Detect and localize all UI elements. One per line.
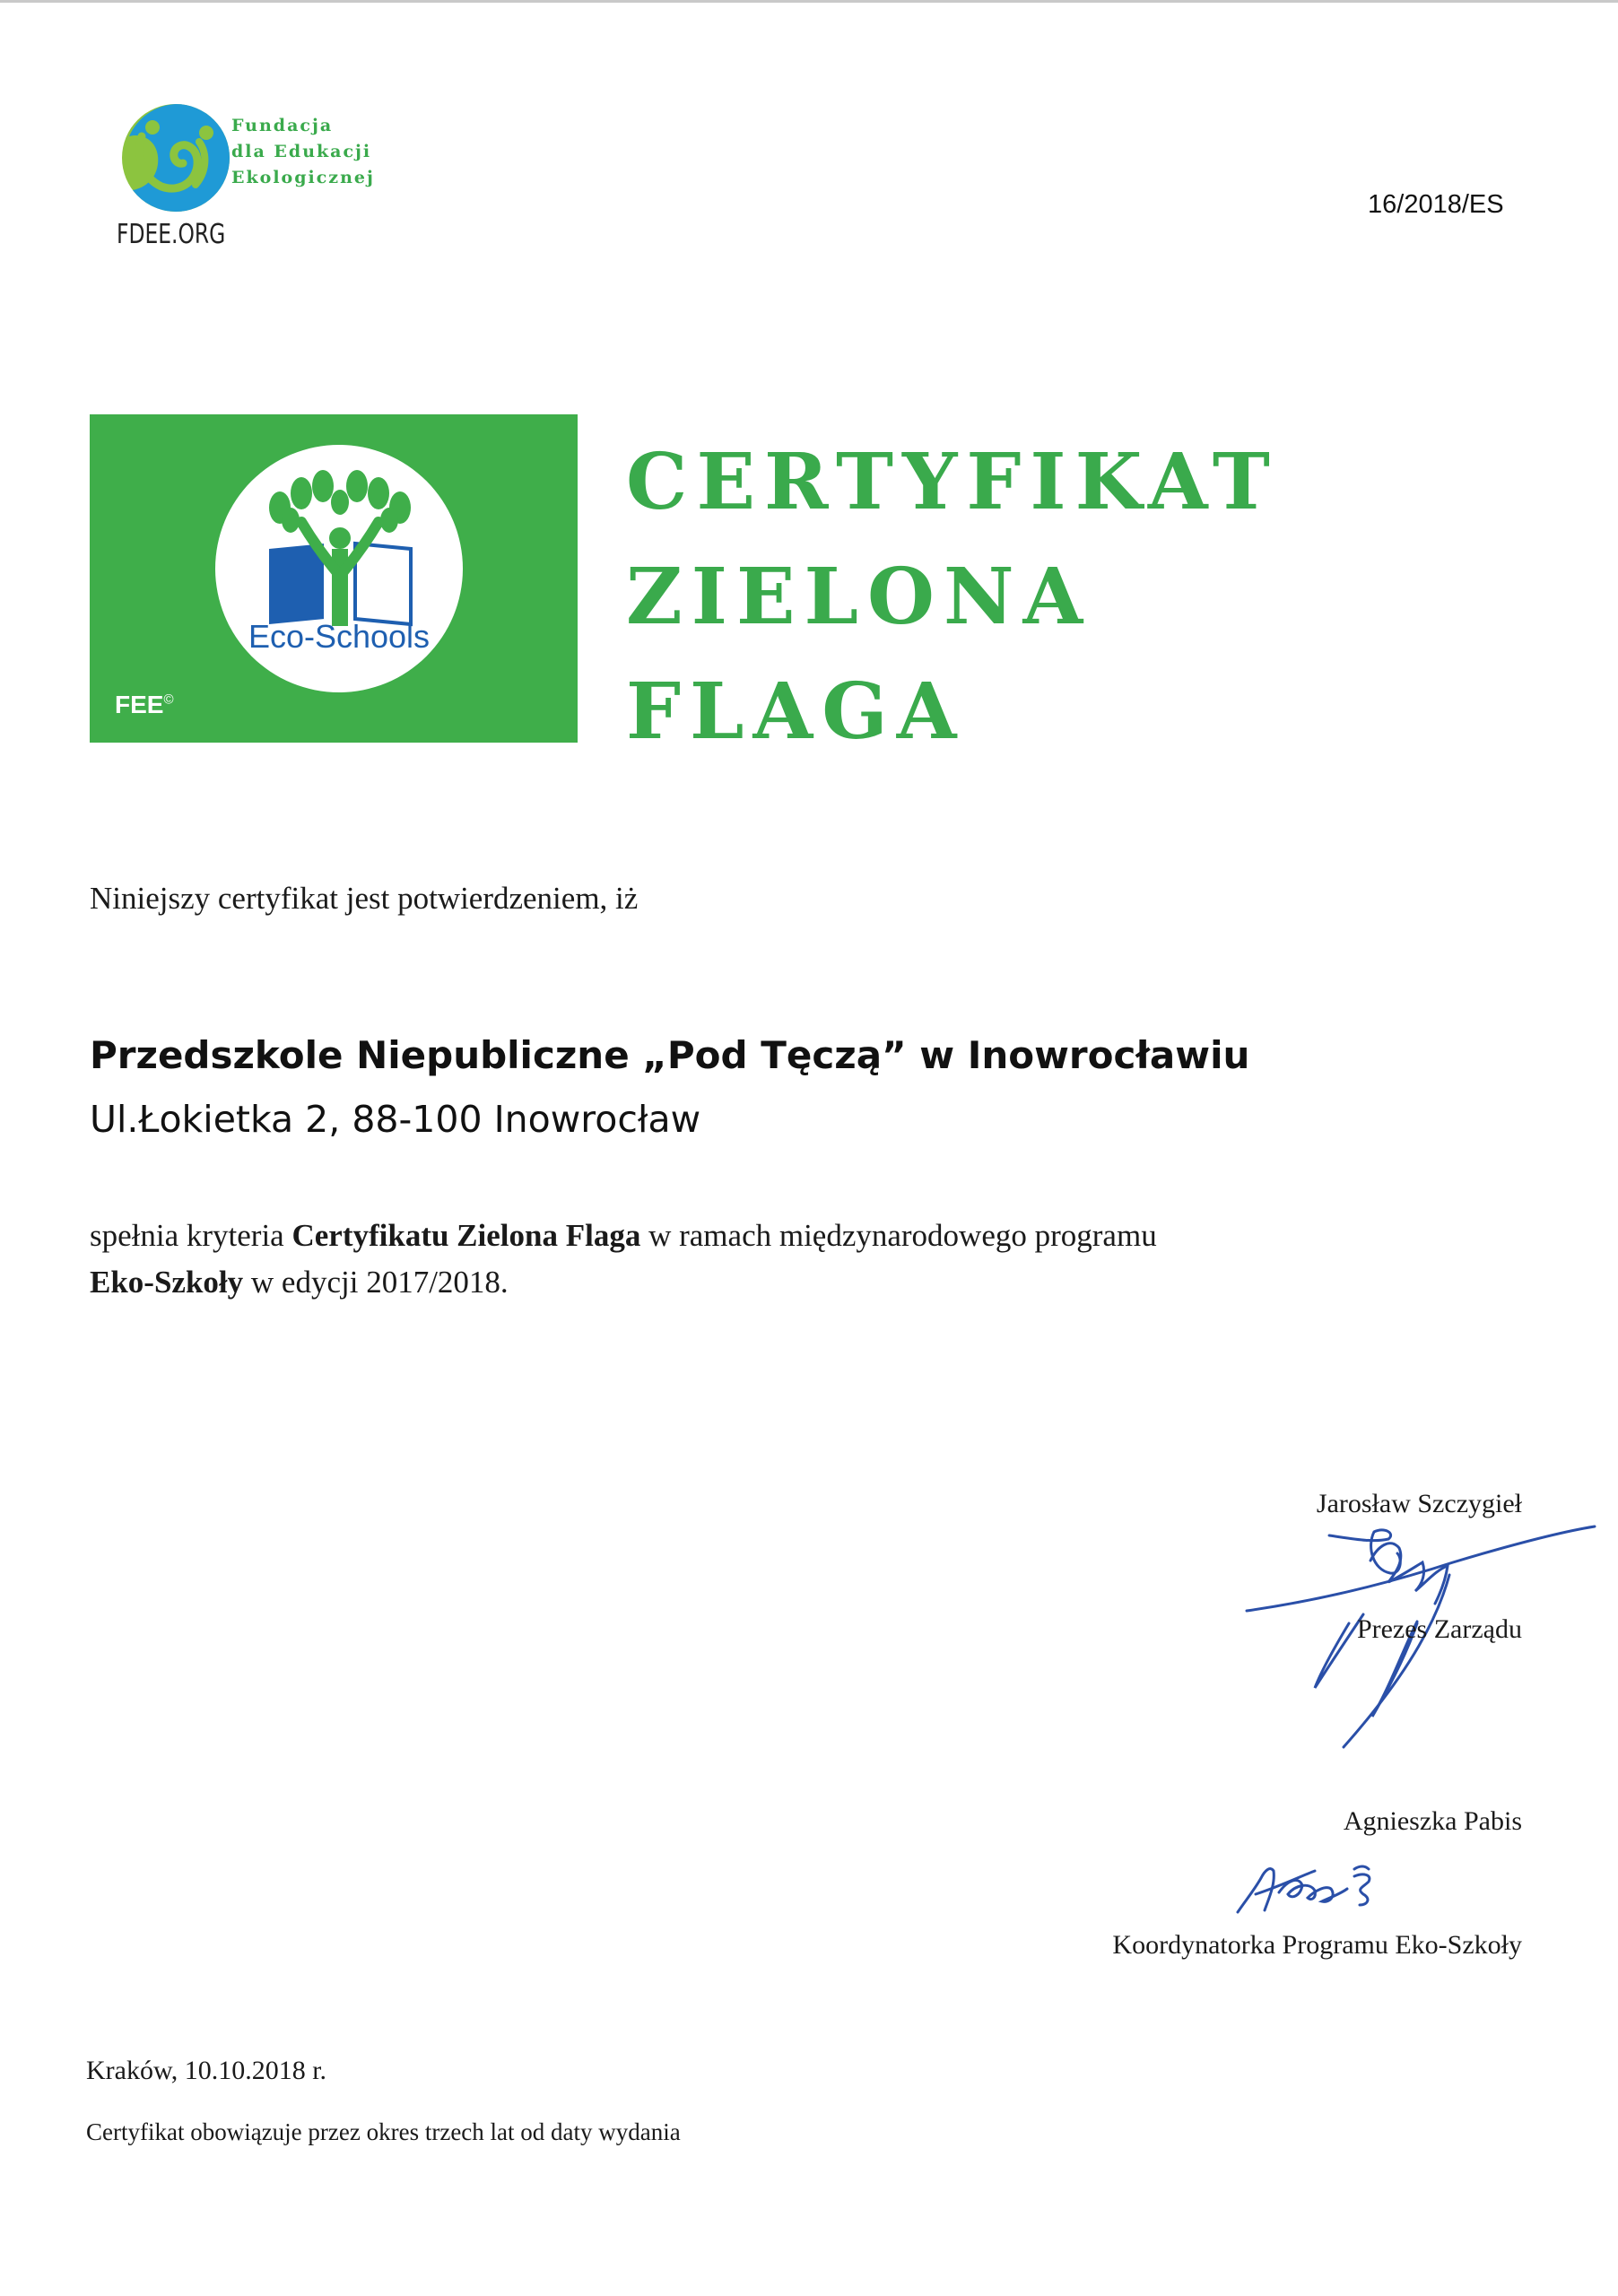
fdee-name-line1: Fundacja	[231, 116, 334, 135]
document-number: 16/2018/ES	[1368, 190, 1504, 219]
fdee-name-line3: Ekologicznej	[231, 168, 375, 187]
signatory-2-name: Agnieszka Pabis	[1343, 1806, 1522, 1836]
title-line2: ZIELONA	[626, 552, 1092, 642]
signatory-1-name: Jarosław Szczygieł	[1316, 1489, 1522, 1518]
school-name: Przedszkole Niepubliczne „Pod Tęczą” w Inowrocławiu	[90, 1033, 1250, 1077]
fee-label	[115, 691, 174, 719]
criteria-part1: spełnia kryteria	[90, 1218, 292, 1253]
criteria-bold2: Eko-Szkoły	[90, 1265, 244, 1300]
signature-2-handwriting	[1229, 1858, 1390, 1921]
title-line1: CERTYFIKAT	[626, 437, 1279, 527]
intro-text: Niniejszy certyfikat jest potwierdzeniem, iż	[90, 881, 639, 916]
signatory-2-role: Koordynatorka Programu Eko-Szkoły	[1112, 1930, 1522, 1960]
criteria-paragraph	[90, 1213, 1435, 1306]
certificate-title	[626, 425, 1279, 770]
validity-note: Certyfikat obowiązuje przez okres trzech lat od daty wydania	[86, 2118, 681, 2145]
fdee-name-line2: dla Edukacji	[231, 142, 372, 161]
fdee-site: FDEE.ORG	[117, 219, 226, 250]
school-address: Ul.Łokietka 2, 88-100 Inowrocław	[90, 1098, 701, 1141]
place-and-date: Kraków, 10.10.2018 r.	[86, 2056, 327, 2085]
fee-label-text: FEE	[115, 691, 164, 718]
criteria-bold1: Certyfikatu Zielona Flaga	[291, 1218, 641, 1253]
top-edge-line	[0, 0, 1618, 3]
title-line3: FLAGA	[626, 666, 966, 757]
eco-schools-badge-text: Eco-Schools	[248, 618, 431, 655]
fdee-name	[231, 113, 375, 191]
signatory-1-role: Prezes Zarządu	[1356, 1614, 1522, 1644]
criteria-part2: w ramach międzynarodowego programu	[640, 1218, 1157, 1253]
criteria-part3: w edycji 2017/2018.	[243, 1265, 509, 1300]
fee-mark: ©	[163, 691, 174, 708]
